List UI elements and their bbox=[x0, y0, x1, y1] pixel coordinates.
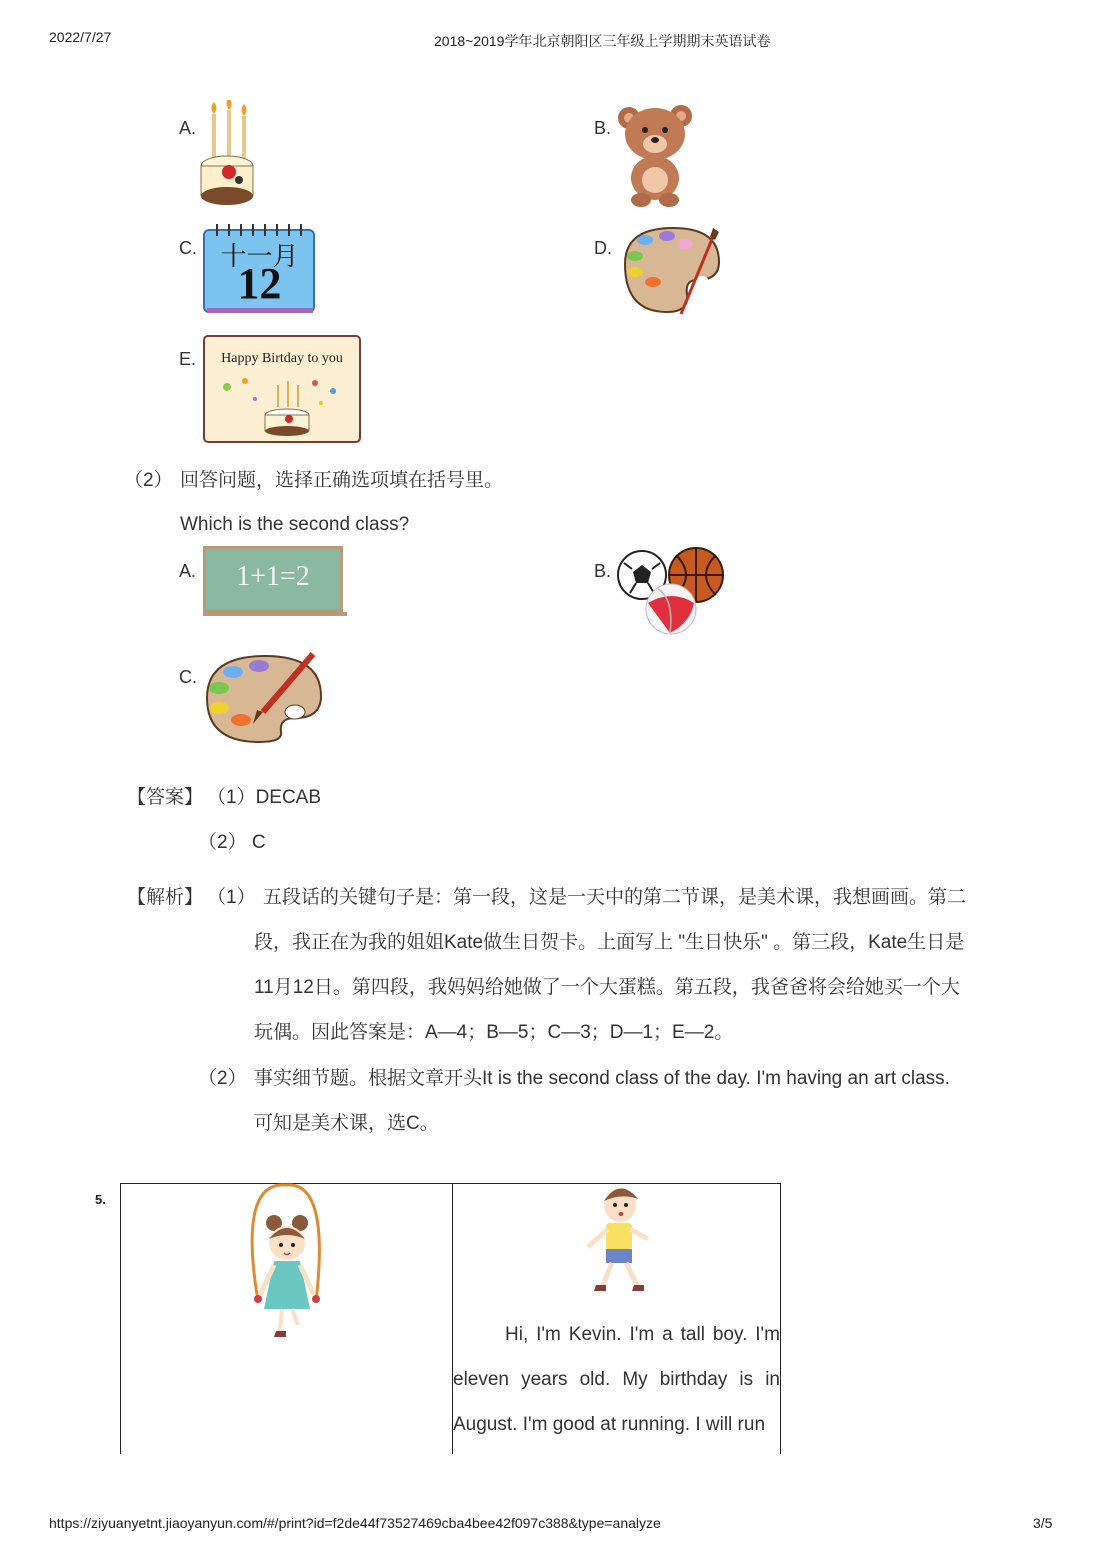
q2-option-b-label: B. bbox=[594, 561, 612, 581]
question-2-number: （2） bbox=[124, 470, 173, 491]
page-title: 2018~2019学年北京朝阳区三年级上学期期末英语试卷 bbox=[434, 33, 771, 49]
calendar-month: 十一月 bbox=[220, 242, 299, 272]
analysis-part-1-line-4: 玩偶。因此答案是：A—4；B—5；C—3；D—1；E—2。 bbox=[254, 1022, 734, 1043]
table-right-border bbox=[780, 1183, 781, 1454]
table-top-border bbox=[120, 1183, 781, 1184]
analysis-part-1-line-3: 11月12日。第四段，我妈妈给她做了一个大蛋糕。第五段，我爸爸将会给她买一个大 bbox=[254, 977, 960, 998]
analysis-part-1-number: （1） bbox=[207, 887, 256, 908]
chalkboard-icon bbox=[203, 546, 343, 612]
option-a-label: A. bbox=[179, 118, 197, 138]
calendar-icon bbox=[203, 224, 316, 314]
q2-option-a-label: A. bbox=[179, 561, 197, 581]
analysis-part-2-line-1: 事实细节题。根据文章开头It is the second class of the day. I'm having an art class. bbox=[254, 1068, 950, 1089]
option-c-label: C. bbox=[179, 238, 197, 258]
chalkboard-ledge bbox=[203, 612, 347, 616]
print-date: 2022/7/27 bbox=[49, 29, 112, 45]
birthday-card-icon bbox=[203, 335, 361, 443]
option-b-label: B. bbox=[594, 118, 612, 138]
answer-part-1: （1）DECAB bbox=[207, 787, 322, 808]
girl-jumping-rope-icon bbox=[244, 1183, 330, 1339]
answer-label: 【答案】 bbox=[127, 787, 204, 808]
page-number: 3/5 bbox=[1033, 1515, 1053, 1531]
footer-url[interactable]: https://ziyuanyetnt.jiaoyanyun.com/#/print?id=f2de44f73527469cba4bee42f097c388&type=analyze bbox=[49, 1515, 661, 1531]
analysis-part-1-line-1: 五段话的关键句子是：第一段，这是一天中的第二节课，是美术课，我想画画。第二 bbox=[263, 887, 967, 908]
teddy-bear-icon bbox=[615, 100, 697, 208]
option-e-label: E. bbox=[179, 349, 197, 369]
paint-palette-icon bbox=[617, 224, 727, 316]
chalkboard-text: 1+1=2 bbox=[236, 561, 310, 592]
question-5-number: 5. bbox=[95, 1192, 106, 1207]
analysis-part-2-line-2: 可知是美术课，选C。 bbox=[254, 1113, 439, 1134]
option-d-label: D. bbox=[594, 238, 612, 258]
q2-option-c-label: C. bbox=[179, 667, 197, 687]
analysis-label: 【解析】 bbox=[127, 887, 204, 908]
analysis-part-1-line-2: 段，我正在为我的姐姐Kate做生日贺卡。上面写上 "生日快乐" 。第三段，Kate生日是 bbox=[254, 932, 965, 953]
calendar-day: 12 bbox=[237, 259, 282, 308]
boy-running-icon bbox=[582, 1183, 654, 1297]
answer-part-2: （2） C bbox=[198, 832, 266, 853]
question-2-instruction: 回答问题，选择正确选项填在括号里。 bbox=[180, 470, 504, 491]
card-text: Happy Birtday to you bbox=[221, 351, 343, 366]
sports-balls-icon bbox=[616, 545, 726, 639]
analysis-part-2-number: （2） bbox=[198, 1068, 247, 1089]
question-2-text: Which is the second class? bbox=[180, 514, 410, 535]
birthday-cake-icon bbox=[197, 100, 257, 212]
table-left-border bbox=[120, 1183, 121, 1454]
paint-palette-icon bbox=[201, 650, 327, 744]
kevin-story-text: Hi, I'm Kevin. I'm a tall boy. I'm eleven years old. My birthday is in August. I'm good at running. I will run bbox=[453, 1324, 780, 1435]
